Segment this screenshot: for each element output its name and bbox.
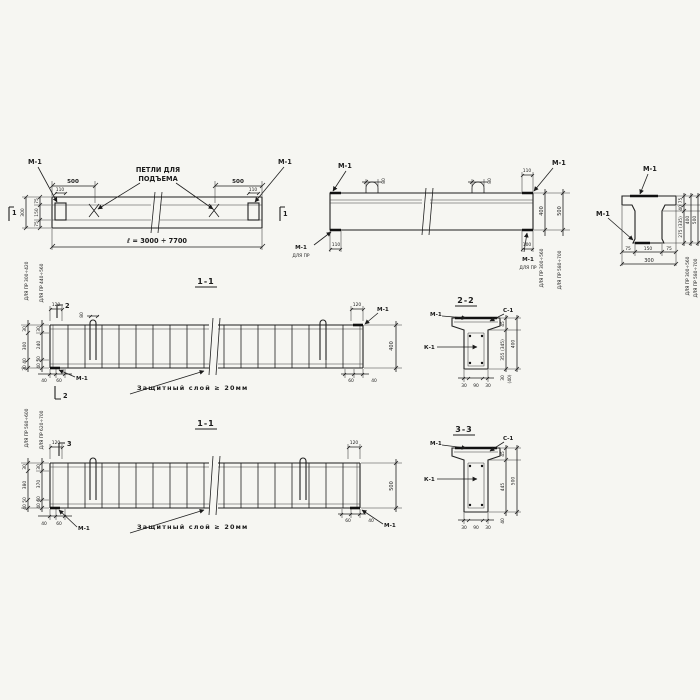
title-3-3: 3-3 xyxy=(455,425,473,434)
s22-dim-30-b: 30 xyxy=(501,375,506,381)
cover-note-top: Защитный слой ≥ 20мм xyxy=(137,384,249,392)
bdim-left-inner-1: 370 xyxy=(37,479,42,489)
cut-2-bottom: 2 xyxy=(63,392,68,400)
title-1-1-top: 1-1 xyxy=(197,277,215,286)
elev-m1-bottom-right: М-1 xyxy=(522,257,534,263)
loops-note-line2: ПОДЪЕМА xyxy=(138,175,178,183)
m1-left-bottom-band: М-1 xyxy=(78,526,90,532)
dim-150: 150 xyxy=(35,208,40,217)
dim-75-top: 75 xyxy=(35,198,40,204)
section-2-2 xyxy=(424,296,521,389)
s22-m1-label: М-1 xyxy=(430,312,442,318)
s22-dim-400: 400 xyxy=(511,339,517,349)
dim-40-right-top: 40 xyxy=(371,379,377,384)
s22-dim-30-r: 30 xyxy=(485,384,491,389)
elev-m1-bottom-left: М-1 xyxy=(295,245,307,251)
dim-left-inner-0: 30 xyxy=(37,326,42,332)
bdim-500-right: 500 xyxy=(389,481,395,491)
bdim-left-inner-0: 30 xyxy=(37,464,42,470)
elev-m1-top-right: М-1 xyxy=(552,159,566,167)
dim-left-outer-1: 300 xyxy=(23,341,28,351)
title-2-2: 2-2 xyxy=(457,296,475,305)
dim-left-inner-1: 240 xyxy=(37,340,42,350)
dim-80-right: 80 xyxy=(488,178,493,184)
elev-note-400: ДЛЯ ПР 300÷560 xyxy=(540,248,545,288)
view-1-1-bottom xyxy=(21,408,402,533)
note-outer-top: ДЛЯ ПР 300÷420 xyxy=(25,261,30,301)
dim-100-bottom-right: 100 xyxy=(522,243,532,248)
note-inner-top: ДЛЯ ПР 440÷560 xyxy=(40,263,45,303)
s22-dim-stem: 355 (345) xyxy=(501,339,506,361)
dim-120-right-top: 120 xyxy=(352,303,362,308)
m1-dim-stem: 275 (335) xyxy=(679,216,684,238)
s22-dim-90: 90 xyxy=(473,384,479,389)
dim-40-left-top: 40 xyxy=(41,379,47,384)
s22-s1-label: С-1 xyxy=(503,308,514,314)
s33-dim-45: 45 xyxy=(501,451,506,457)
dim-60-left-top: 60 xyxy=(56,379,62,384)
m1-right-bottom-band: М-1 xyxy=(384,523,396,529)
bdim-left-outer-2: 50 xyxy=(23,497,28,503)
dim-80-left: 80 xyxy=(382,178,387,184)
dim-left-inner-2: 50 xyxy=(37,356,42,362)
m1-section-label-top: М-1 xyxy=(643,165,657,173)
m1-dim-400: 400 xyxy=(686,215,691,225)
s22-dim-40-b: (40) xyxy=(508,374,513,384)
s22-dim-30-l: 30 xyxy=(461,384,467,389)
s33-dim-stem: 445 xyxy=(501,482,506,492)
plan-view xyxy=(9,158,292,250)
s33-dim-90: 90 xyxy=(473,526,479,531)
cut-3-top: 3 xyxy=(67,440,72,448)
dim-length: ℓ = 3000 ÷ 7700 xyxy=(126,237,188,245)
dim-75-bot: 75 xyxy=(35,221,40,227)
plan-m1-right-label: М-1 xyxy=(278,158,292,166)
dim-300: 300 xyxy=(21,208,26,217)
m1-note-500: ДЛЯ ПР 580÷700 xyxy=(694,258,699,298)
s33-dim-30-l: 30 xyxy=(461,526,467,531)
m1-dim-75-r: 75 xyxy=(666,247,672,252)
dim-left-outer-0: 30 xyxy=(23,326,28,332)
dim-110-right: 110 xyxy=(248,188,258,193)
elevation-view xyxy=(292,159,570,289)
dim-left-outer-2: 40 xyxy=(23,358,28,364)
dim-left-inner-3: 40 xyxy=(37,363,42,369)
bdim-left-outer-3: 40 xyxy=(23,504,28,510)
m1-section-label-left: М-1 xyxy=(596,210,610,218)
dim-110-left: 110 xyxy=(55,188,65,193)
elev-note-500: ДЛЯ ПР 580÷700 xyxy=(558,250,563,290)
dim-110-bottom-left: 110 xyxy=(331,243,341,248)
bdim-left-inner-2: 60 xyxy=(37,496,42,502)
bdim-left-inner-3: 40 xyxy=(37,503,42,509)
m1-right-top-band: М-1 xyxy=(377,307,389,313)
dim-500-right: 500 xyxy=(232,179,244,185)
m1-dim-300: 300 xyxy=(644,258,654,264)
s22-k1-label: К-1 xyxy=(424,345,435,351)
view-1-1-top xyxy=(21,261,402,400)
m1-note-400: ДЛЯ ПР 300÷560 xyxy=(686,256,691,296)
m1-dim-75-l: 75 xyxy=(625,247,631,252)
section-m1 xyxy=(596,165,700,297)
loops-note-line1: ПЕТЛИ ДЛЯ xyxy=(135,166,181,174)
bdim-60-left: 60 xyxy=(56,522,62,527)
m1-left-top-band: М-1 xyxy=(76,376,88,382)
bdim-left-outer-0: 30 xyxy=(23,464,28,470)
bdim-left-outer-1: 380 xyxy=(23,480,28,490)
dim-500-left: 500 xyxy=(67,179,79,185)
dim-120-left-top: 120 xyxy=(51,303,61,308)
elev-m1-top-left: М-1 xyxy=(338,162,352,170)
bdim-60-right: 60 xyxy=(345,519,351,524)
cut-mark-1-right: 1 xyxy=(283,210,288,218)
elev-dim-400: 400 xyxy=(539,206,545,216)
dim-60-right-top: 60 xyxy=(348,379,354,384)
s33-s1-label: С-1 xyxy=(503,436,514,442)
elev-dim-500: 500 xyxy=(557,206,563,216)
m1-dim-75-top: 75 xyxy=(679,197,684,204)
cover-note-bottom: Защитный слой ≥ 20мм xyxy=(137,523,249,531)
dim-400-right: 400 xyxy=(389,341,395,351)
dim-left-outer-3: 30 xyxy=(23,365,28,371)
m1-dim-500: 500 xyxy=(693,215,698,225)
note-inner-bottom: ДЛЯ ПР 620÷700 xyxy=(40,410,45,450)
s33-dim-30-r: 30 xyxy=(485,526,491,531)
elev-m1-bottom-right-note: ДЛЯ ПР xyxy=(519,266,537,271)
plan-m1-left-label: М-1 xyxy=(28,158,42,166)
dim-80-loop-top: 80 xyxy=(80,312,85,318)
elev-m1-bottom-left-note: ДЛЯ ПР xyxy=(292,254,310,259)
cut-mark-1-left: 1 xyxy=(12,209,17,217)
m1-dim-150: 150 xyxy=(643,247,653,252)
bdim-40-left: 40 xyxy=(41,522,47,527)
dim-110-top-right: 110 xyxy=(522,169,532,174)
s33-dim-40-b: 40 xyxy=(501,518,506,524)
s33-k1-label: К-1 xyxy=(424,477,435,483)
s22-dim-45: 45 xyxy=(501,321,506,327)
bdim-120-left: 120 xyxy=(51,441,61,446)
section-3-3 xyxy=(424,425,521,531)
s33-m1-label: М-1 xyxy=(430,441,442,447)
bdim-120-right: 120 xyxy=(349,441,359,446)
m1-dim-40: 40 xyxy=(679,205,684,211)
bdim-40-right: 40 xyxy=(368,519,374,524)
note-outer-bottom: ДЛЯ ПР 580÷600 xyxy=(25,408,30,448)
s33-dim-500: 500 xyxy=(511,476,517,486)
title-1-1-bottom: 1-1 xyxy=(197,419,215,428)
cut-2-top: 2 xyxy=(65,302,70,310)
